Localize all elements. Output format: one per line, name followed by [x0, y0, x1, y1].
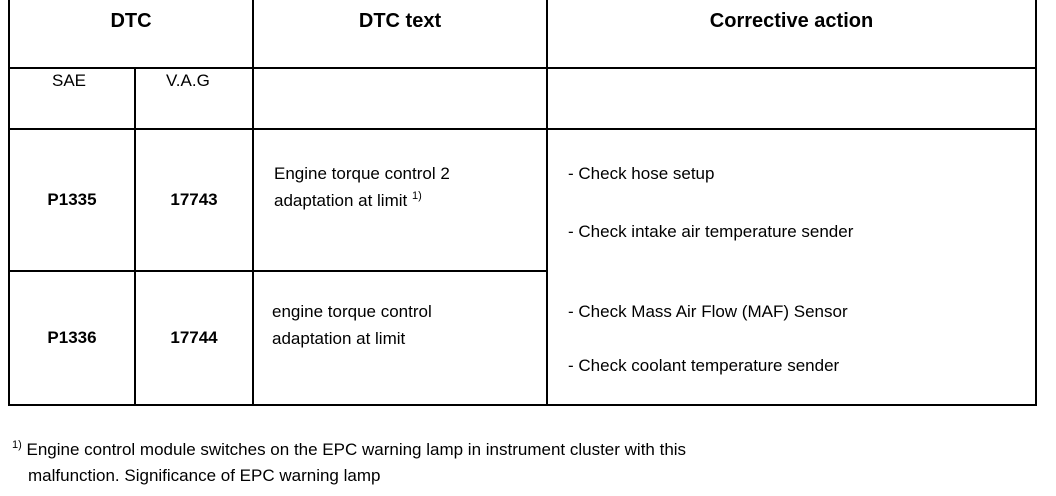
row2-dtc-text [272, 298, 432, 352]
subheader-sae: SAE [52, 71, 87, 90]
subheader-vag: V.A.G [166, 71, 210, 90]
footnote-line2: malfunction. Significance of EPC warning lamp [28, 466, 381, 485]
footnote-line1: Engine control module switches on the EPC warning lamp in instrument cluster with this [26, 440, 687, 459]
row2-vag-code: 17744 [170, 328, 218, 347]
action-item: - Check coolant temperature sender [568, 356, 840, 375]
col-divider-dtc-text [252, 0, 254, 404]
row1-sae-code: P1335 [47, 190, 97, 209]
action-item: - Check intake air temperature sender [568, 222, 854, 241]
header-corrective-action: Corrective action [709, 10, 874, 32]
dtc-table [8, 0, 1037, 406]
row1-dtc-text [274, 160, 450, 214]
row2-sae-code: P1336 [47, 328, 97, 347]
row2-text-line2: adaptation at limit [272, 329, 406, 348]
col-divider-action [546, 0, 548, 404]
row-divider-subheader [10, 128, 1035, 130]
action-item: - Check Mass Air Flow (MAF) Sensor [568, 302, 848, 321]
col-divider-sae-vag [134, 68, 136, 404]
row2-text-line1: engine torque control [272, 302, 432, 321]
row1-text-line1: Engine torque control 2 [274, 164, 450, 183]
header-dtc: DTC [110, 10, 152, 32]
footnote-mark: 1) [12, 439, 22, 451]
row-divider-header [10, 67, 1035, 69]
row1-vag-code: 17743 [170, 190, 218, 209]
row1-text-line2: adaptation at limit [274, 191, 408, 210]
row1-footnote-mark: 1) [411, 190, 422, 202]
header-dtc-text: DTC text [358, 10, 442, 32]
row-divider-rows [10, 270, 546, 272]
footnote [12, 437, 686, 489]
action-item: - Check hose setup [568, 164, 715, 183]
